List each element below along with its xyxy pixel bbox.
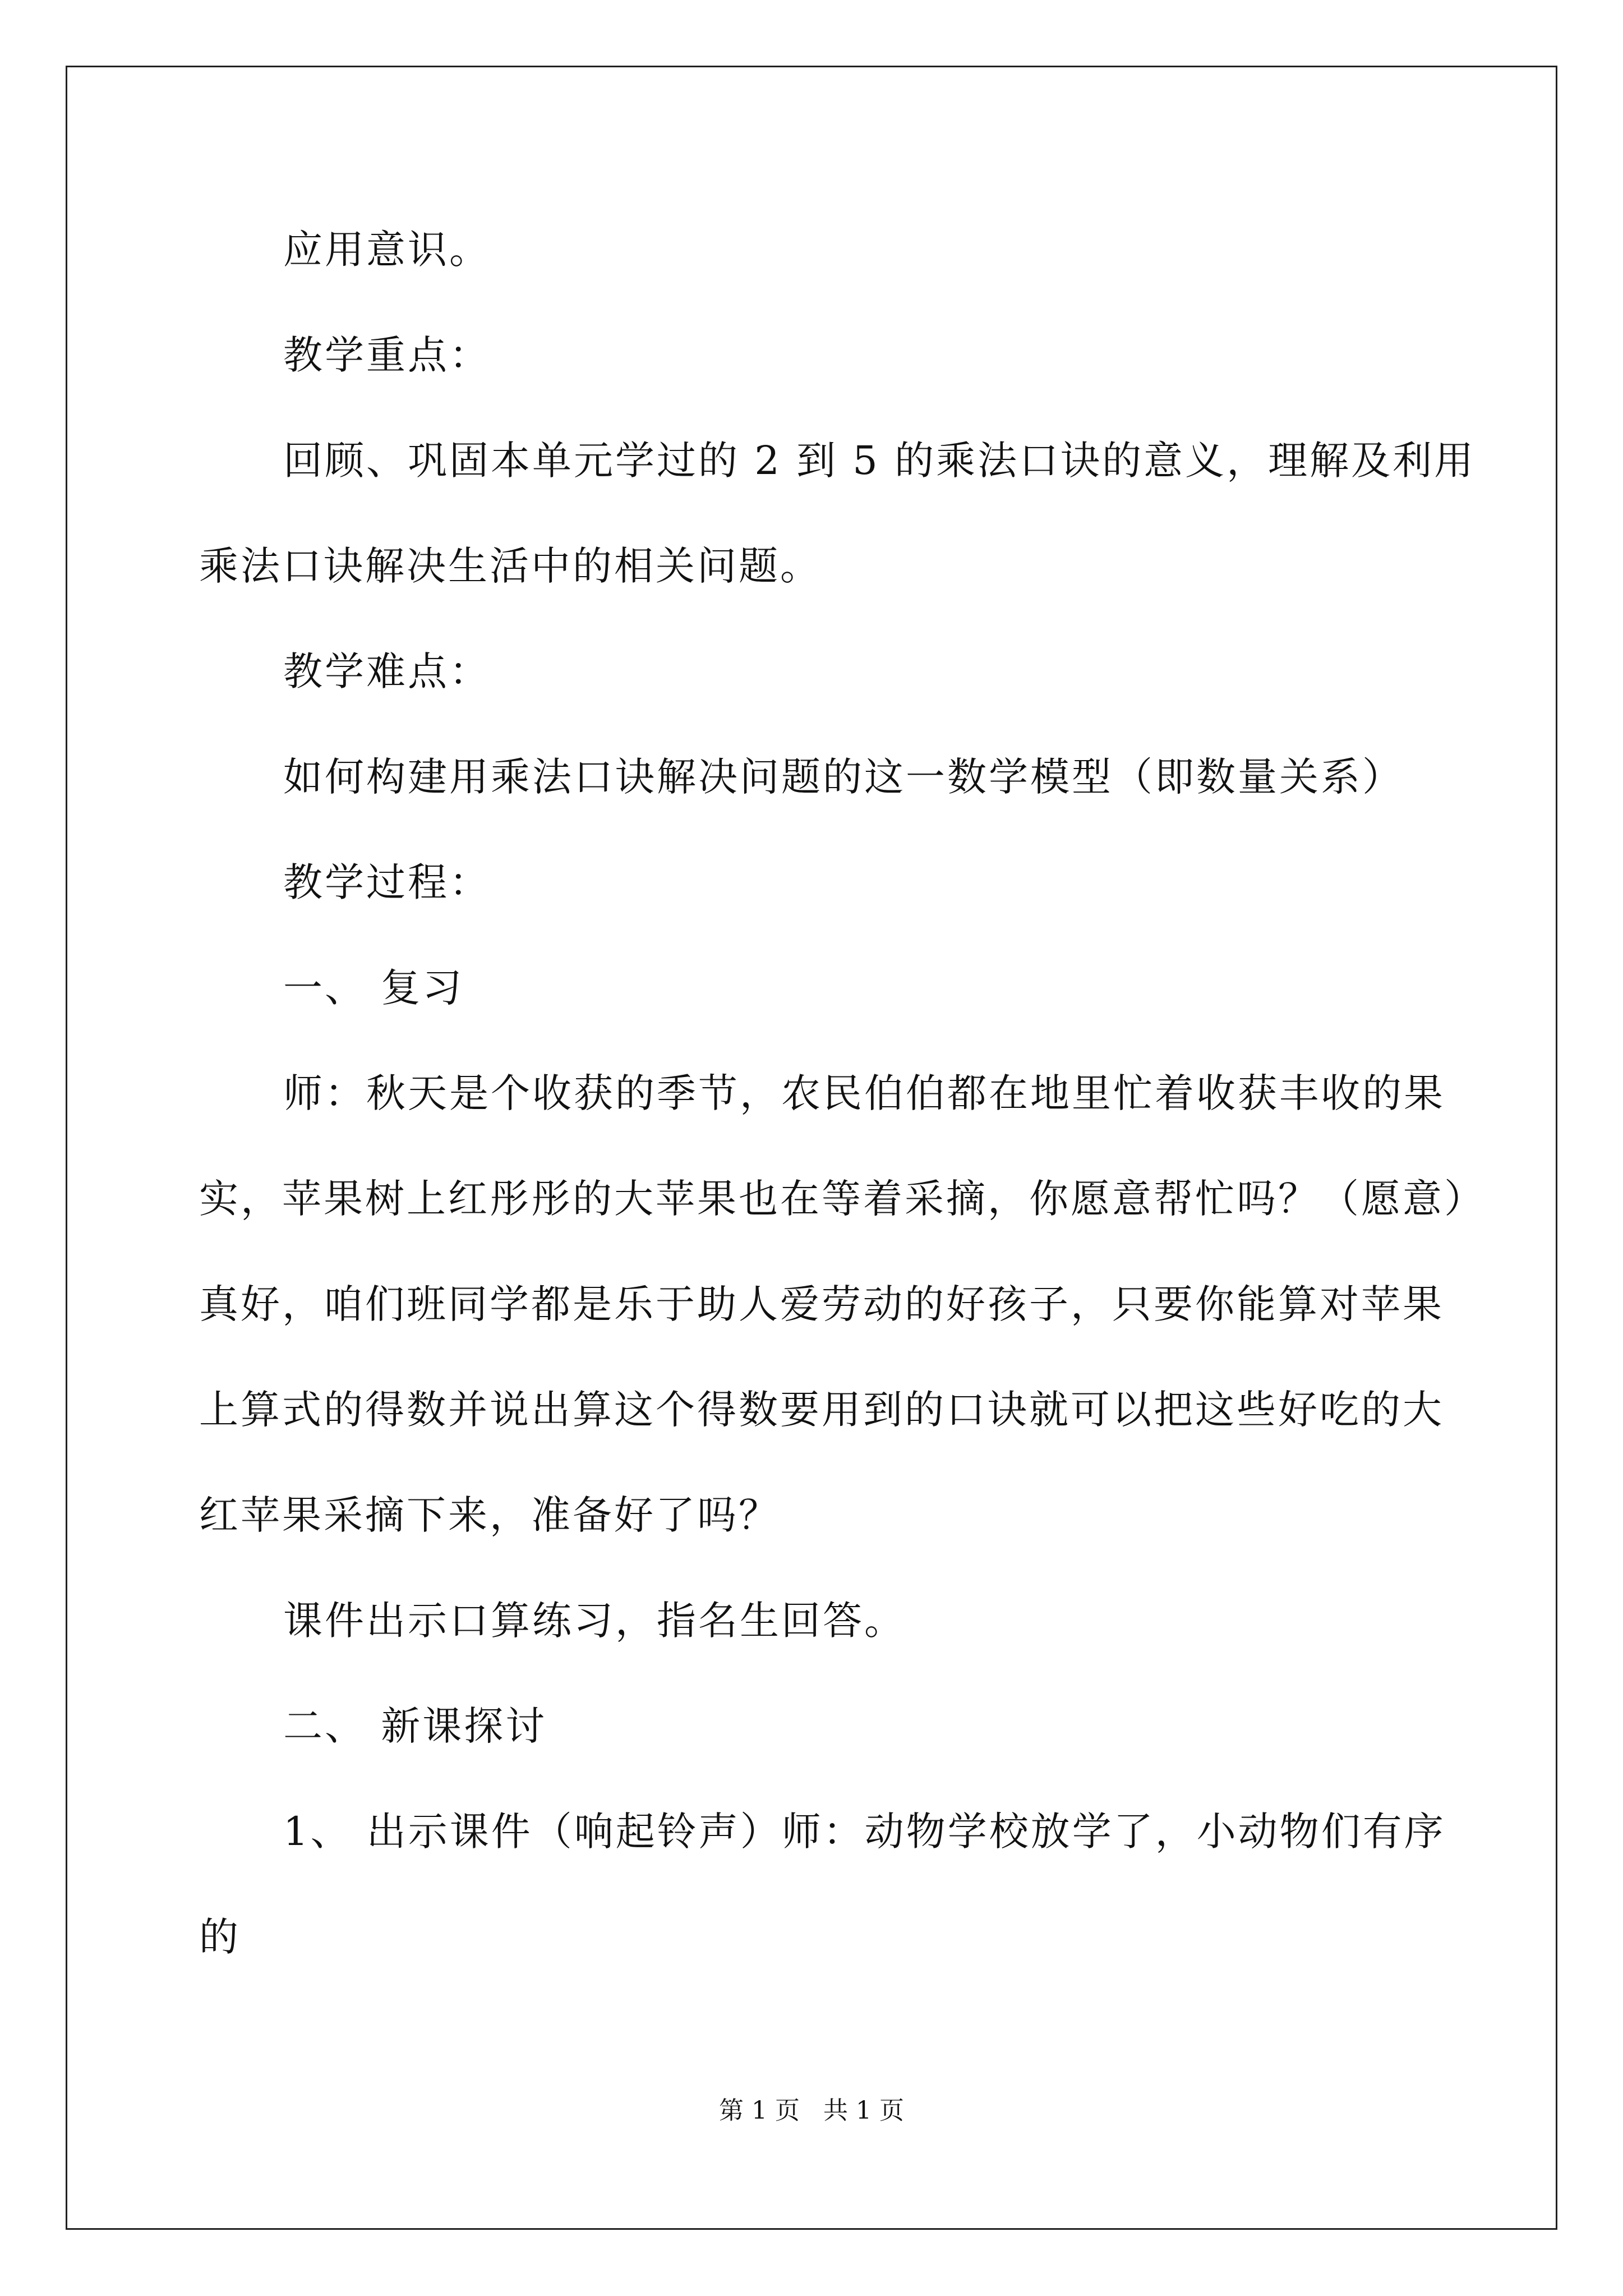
text-line-1: 应用意识。 [283,227,491,273]
text-line-9: 师：秋天是个收获的季节，农民伯伯都在地里忙着收获丰收的果 [283,1070,1445,1116]
text-line-12: 上算式的得数并说出算这个得数要用到的口诀就可以把这些好吃的大 [199,1387,1444,1433]
text-line-2: 教学重点： [283,332,491,378]
page-number: 第 1 页 [719,2096,800,2125]
text-line-11: 真好，咱们班同学都是乐于助人爱劳动的好孩子，只要你能算对苹果 [199,1281,1444,1327]
text-line-13: 红苹果采摘下来，准备好了吗？ [199,1492,780,1538]
text-line-16: 1、 出示课件（响起铃声）师：动物学校放学了，小动物们有序 [283,1809,1446,1855]
page-footer [0,2090,1623,2126]
text-line-7: 教学过程： [283,859,491,905]
text-line-5: 教学难点： [283,648,491,694]
text-line-6: 如何构建用乘法口诀解决问题的这一数学模型（即数量关系） [283,754,1404,800]
text-line-14: 课件出示口算练习，指名生回答。 [283,1598,906,1644]
text-line-4: 乘法口诀解决生活中的相关问题。 [199,543,822,589]
page-border [66,66,1557,2230]
text-line-10: 实，苹果树上红彤彤的大苹果也在等着采摘，你愿意帮忙吗？（愿意） [199,1176,1486,1222]
text-line-17: 的 [199,1914,241,1960]
text-line-3: 回顾、巩固本单元学过的 2 到 5 的乘法口诀的意义，理解及利用 [283,438,1476,484]
text-line-15: 二、 新课探讨 [283,1703,547,1749]
page-total: 共 1 页 [823,2096,904,2125]
text-line-8: 一、 复习 [283,965,464,1011]
